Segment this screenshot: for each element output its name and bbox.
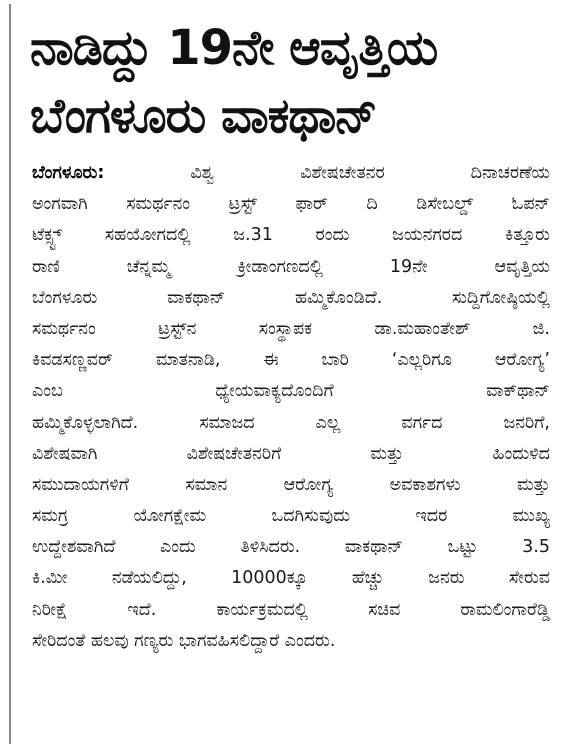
body-line: ಕಿವಡಸಣ್ಣವರ್ ಮಾತನಾಡಿ, ಈ ಬಾರಿ ‘ಎಲ್ಲರಿಗೂ ಆರೋಗ್ಯ’ <box>32 350 550 371</box>
body-line: ರಾಣಿ ಚೆನ್ನಮ್ಮ ಕ್ರೀಡಾಂಗಣದಲ್ಲಿ 19ನೇ ಆವೃತ್ತಿಯ <box>32 256 550 277</box>
body-line: ನಿರೀಕ್ಷೆ ಇದೆ. ಕಾರ್ಯಕ್ರಮದಲ್ಲಿ ಸಚಿವ ರಾಮಲಿಂಗಾರೆಡ್ಡಿ <box>32 599 550 620</box>
headline-line-1: ನಾಡಿದ್ದು 19ನೇ ಆವೃತ್ತಿಯ <box>30 20 438 76</box>
body-line: ಬೆಂಗಳೂರು ವಾಕಥಾನ್ ಹಮ್ಮಿಕೊಂಡಿದೆ. ಸುದ್ದಿಗೋಷ್ಠಿಯಲ್ಲಿ <box>32 287 550 308</box>
body-line: ಸಮಗ್ರ ಯೋಗಕ್ಷೇಮ ಒದಗಿಸುವುದು ಇದರ ಮುಖ್ಯ <box>32 506 550 527</box>
headline-line-2: ಬೆಂಗಳೂರು ವಾಕಥಾನ್ <box>30 88 377 144</box>
dateline: ಬೆಂಗಳೂರು: <box>32 163 105 183</box>
body-line: ಎಂಬ ಧ್ಯೇಯವಾಕ್ಯದೊಂದಿಗೆ ವಾಕ್‌ಥಾನ್ <box>32 381 550 402</box>
body-line: ವಿಶೇಷವಾಗಿ ವಿಶೇಷಚೇತನರಿಗೆ ಮತ್ತು ಹಿಂದುಳಿದ <box>32 443 550 464</box>
body-line: ಹಮ್ಮಿಕೊಳ್ಳಲಾಗಿದೆ. ಸಮಾಜದ ಎಲ್ಲ ವರ್ಗದ ಜನರಿಗೆ, <box>32 412 550 433</box>
body-line: ಅಂಗವಾಗಿ ಸಮರ್ಥನಂ ಟ್ರಸ್ಟ್ ಫಾರ್‌ ದಿ ಡಿಸೇಬಲ್ಡ್ ಓಪನ್ <box>32 194 550 215</box>
body-line: ಉದ್ದೇಶವಾಗಿದೆ ಎಂದು ತಿಳಿಸಿದರು. ವಾಕಥಾನ್ ಒಟ್ಟು 3.5 <box>32 537 550 558</box>
body-line: ಸಮರ್ಥನಂ ಟ್ರಸ್ಟ್‌ನ ಸಂಸ್ಥಾಪಕ ಡಾ.ಮಹಾಂತೇಶ್ ಜಿ. <box>32 318 550 339</box>
body-line: ಸಮುದಾಯಗಳಿಗೆ ಸಮಾನ ಆರೋಗ್ಯ ಅವಕಾಶಗಳು ಮತ್ತು <box>32 474 550 495</box>
body-line-text: ವಿಶ್ವ ವಿಶೇಷಚೇತನರ ದಿನಾಚರಣೆಯ <box>190 163 550 183</box>
body-line: ಕಿ.ಮೀ ನಡೆಯಲಿದ್ದು, 10000ಕ್ಕೂ ಹೆಚ್ಚು ಜನರು ಸೇರುವ <box>32 568 550 589</box>
headline <box>30 14 560 150</box>
body-line <box>32 158 550 189</box>
column-divider <box>9 4 11 744</box>
body-line: ಟೆಕ್ಸ್ಟ್ ಸಹಯೋಗದಲ್ಲಿ ಜ.31 ರಂದು ಜಯನಗರದ ಕಿತ್ತೂರು <box>32 225 550 246</box>
body-line-last: ಸೇರಿದಂತೆ ಹಲವು ಗಣ್ಯರು ಭಾಗವಹಿಸಲಿದ್ದಾರೆ ಎಂದರು. <box>32 630 336 651</box>
article-body <box>32 158 550 657</box>
